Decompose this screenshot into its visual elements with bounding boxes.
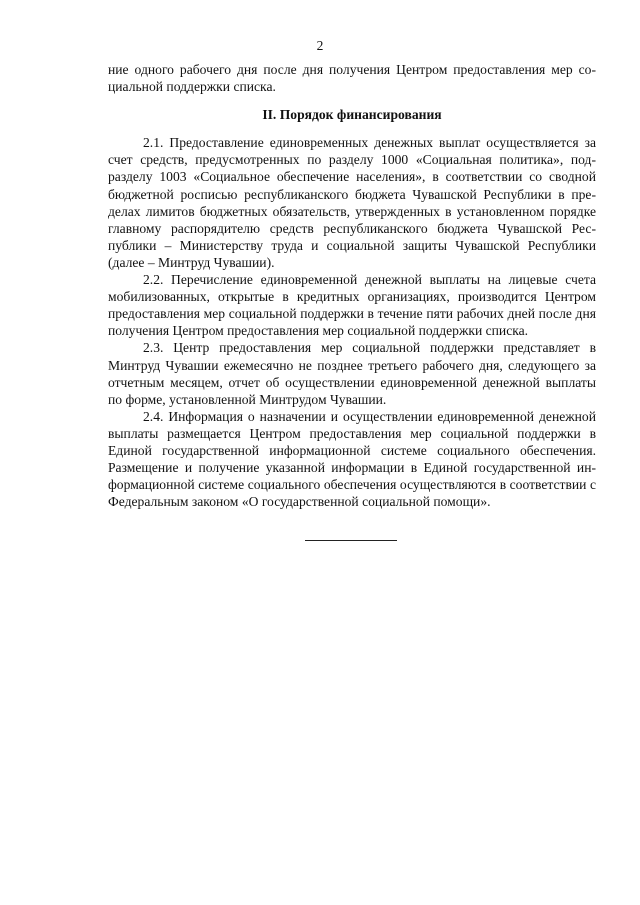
end-of-document-rule: [305, 540, 397, 541]
paragraph-2-1: 2.1. Предоставление единовременных денежных выплат осуществляется за счет средств, предусмотренных по разделу 1000 «Социальная политика», подразделу 1003 «Социальное обеспечение населения», в соответствии со сводной бюджетной росписью республиканского бюджета Чувашской Республики в пределах лимитов бюджетных обязательств, утвержденных в установленном порядке главному распорядителю средств республиканского бюджета Чувашской Республики – Министерству труда и социальной защиты Чувашской Республики (далее – Минтруд Чувашии).: [108, 135, 596, 270]
paragraph-2-4: 2.4. Информация о назначении и осуществлении единовременной денежной выплаты размещается Центром предоставления мер социальной поддержки в Единой государственной информационной системе социального обеспечения. Размещение и получение указанной информации в Единой государственной информационной системе социального обеспечения осуществляются в соответствии с Федеральным законом «О государственной социальной помощи».: [108, 408, 596, 510]
document-body: [108, 61, 596, 510]
paragraph-2-3: 2.3. Центр предоставления мер социальной поддержки представляет в Минтруд Чувашии ежемесячно не позднее третьего рабочего дня, следующего за отчетным месяцем, отчет об осуществлении единовременной денежной выплаты по форме, установленной Минтрудом Чувашии.: [108, 340, 596, 407]
continuation-paragraph: ние одного рабочего дня после дня получения Центром предоставления мер социальной поддержки списка.: [108, 62, 596, 95]
page-number: 2: [316, 38, 324, 53]
paragraph-2-2: 2.2. Перечисление единовременной денежной выплаты на лицевые счета мобилизованных, открытые в кредитных организациях, производится Центром предоставления мер социальной поддержки в течение пяти рабочих дней после дня получения Центром предоставления мер социальной поддержки списка.: [108, 272, 596, 339]
section-heading: II. Порядок финансирования: [262, 107, 442, 123]
